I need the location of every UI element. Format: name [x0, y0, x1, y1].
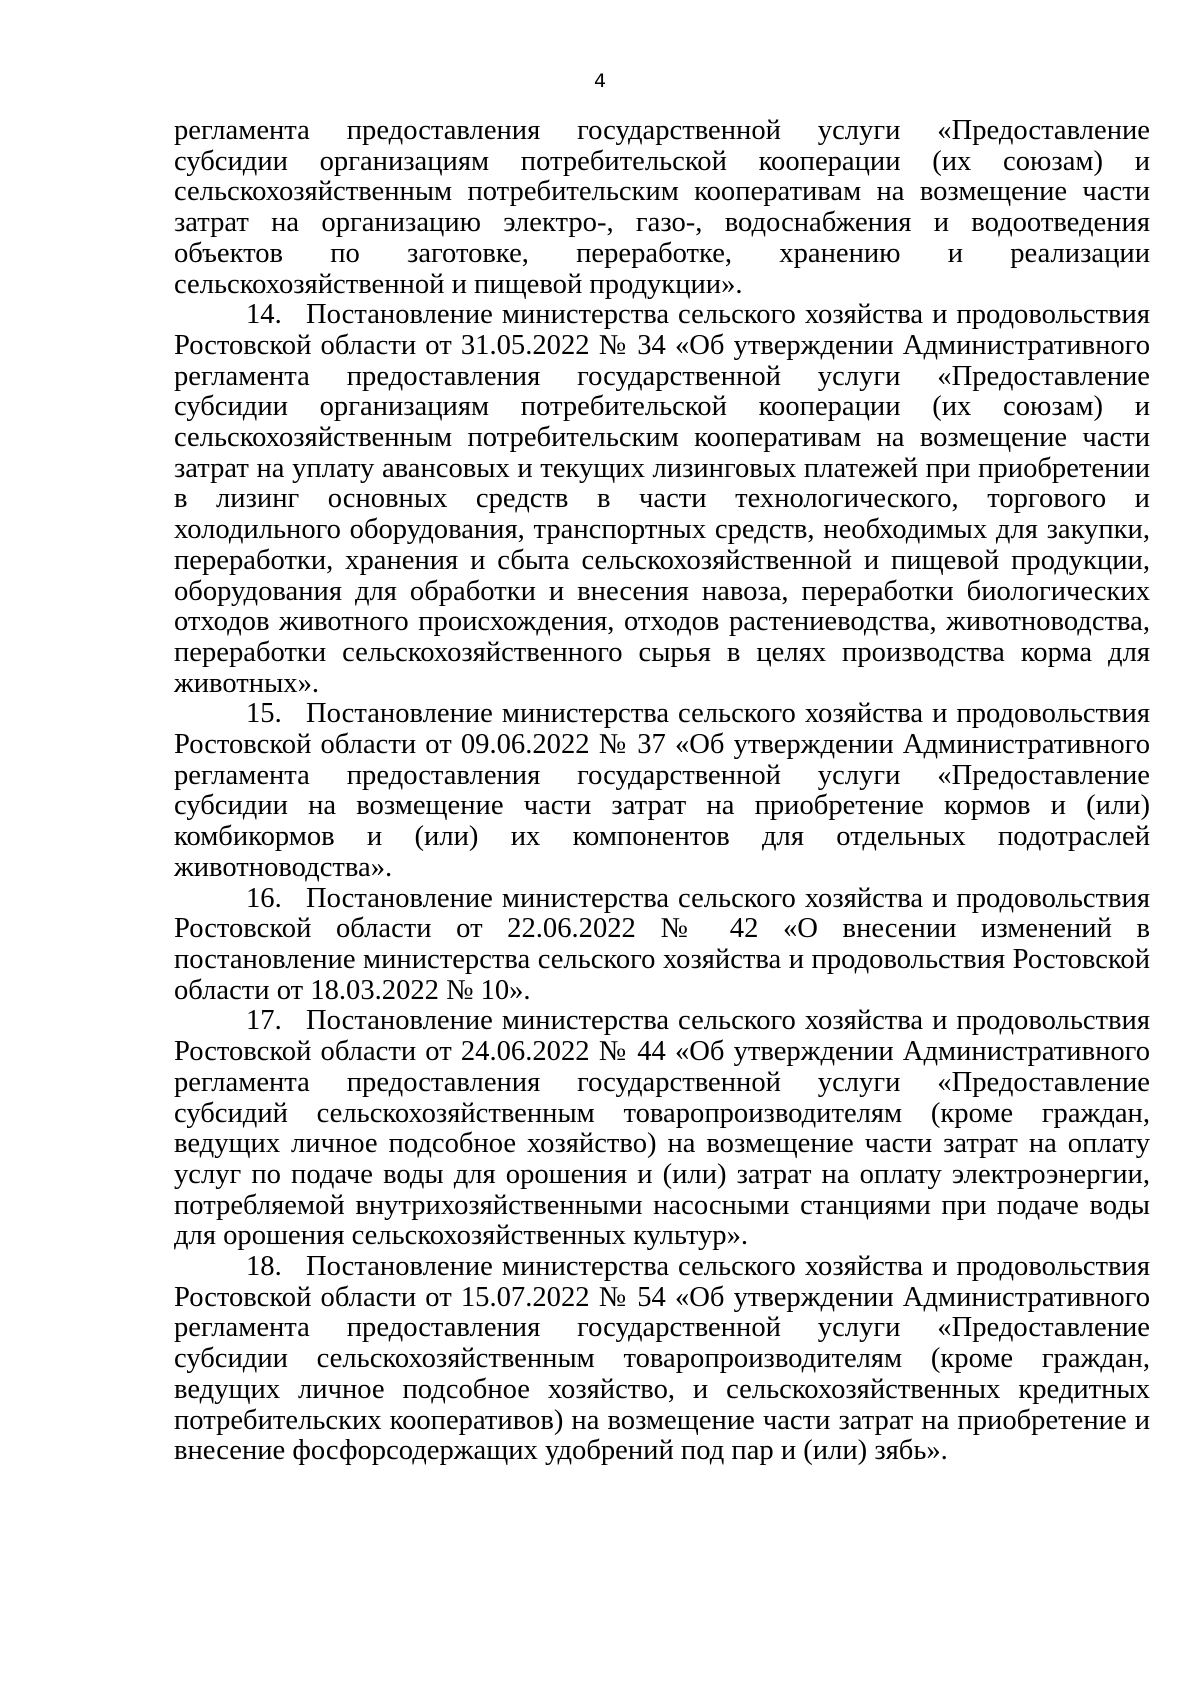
list-item-number: 17.: [246, 1005, 282, 1037]
list-item-number: 16.: [246, 882, 282, 914]
list-item-15: [174, 699, 1150, 883]
list-item-16: [174, 884, 1150, 1007]
list-item-text: Постановление министерства сельского хозяйства и продовольствия Ростовской области от 24.06.2022 № 44 «Об утверждении Административного регламента предоставления государственной услуги «Предоставление субсидий сельскохозяйственным товаропроизводителям (кроме граждан, ведущих личное подсобное хозяйство) на возмещение части затрат на оплату услуг по подаче воды для орошения и (или) затрат на оплату электроэнергии, потребляемой внутрихозяйственными насосными станциями при подаче воды для орошения сельскохозяйственных культур».: [174, 1005, 1150, 1252]
document-body: [174, 116, 1150, 1467]
continuation-paragraph: регламента предоставления государственной услуги «Предоставление субсидии организациям потребительской кооперации (их союзам) и сельскохозяйственным потребительским кооперативам на возмещение части затрат на организацию электро-, газо-, водоснабжения и водоотведения объектов по заготовке, переработке, хранению и реализации сельскохозяйственной и пищевой продукции».: [174, 115, 1150, 300]
list-item-14: [174, 300, 1150, 699]
list-item-text: Постановление министерства сельского хозяйства и продовольствия Ростовской области от 31.05.2022 № 34 «Об утверждении Административного регламента предоставления государственной услуги «Предоставление субсидии организациям потребительской кооперации (их союзам) и сельскохозяйственным потребительским кооперативам на возмещение части затрат на уплату авансовых и текущих лизинговых платежей при приобретении в лизинг основных средств в части технологического, торгового и холодильного оборудования, транспортных средств, необходимых для закупки, переработки, хранения и сбыта сельскохозяйственной и пищевой продукции, оборудования для обработки и внесения навоза, переработки биологических отходов животного происхождения, отходов растениеводства, животноводства, переработки сельскохозяйственного сырья в целях производства корма для животных».: [174, 299, 1150, 699]
list-item-17: [174, 1006, 1150, 1252]
list-item-number: 15.: [246, 698, 282, 730]
list-item-text: Постановление министерства сельского хозяйства и продовольствия Ростовской области от 09.06.2022 № 37 «Об утверждении Административного регламента предоставления государственной услуги «Предоставление субсидии на возмещение части затрат на приобретение кормов и (или) комбикормов и (или) их компонентов для отдельных подотраслей животноводства».: [174, 698, 1150, 883]
list-item-text: Постановление министерства сельского хозяйства и продовольствия Ростовской области от 15.07.2022 № 54 «Об утверждении Административного регламента предоставления государственной услуги «Предоставление субсидии сельскохозяйственным товаропроизводителям (кроме граждан, ведущих личное подсобное хозяйство, и сельскохозяйственных кредитных потребительских кооперативов) на возмещение части затрат на приобретение и внесение фосфорсодержащих удобрений под пар и (или) зябь».: [174, 1251, 1150, 1467]
list-item-18: [174, 1252, 1150, 1467]
list-item-number: 14.: [246, 299, 282, 331]
list-item-number: 18.: [246, 1251, 282, 1283]
page-number: 4: [593, 70, 607, 92]
list-item-text: Постановление министерства сельского хозяйства и продовольствия Ростовской области от 22.06.2022 № 42 «О внесении изменений в постановление министерства сельского хозяйства и продовольствия Ростовской области от 18.03.2022 № 10».: [174, 882, 1150, 1006]
